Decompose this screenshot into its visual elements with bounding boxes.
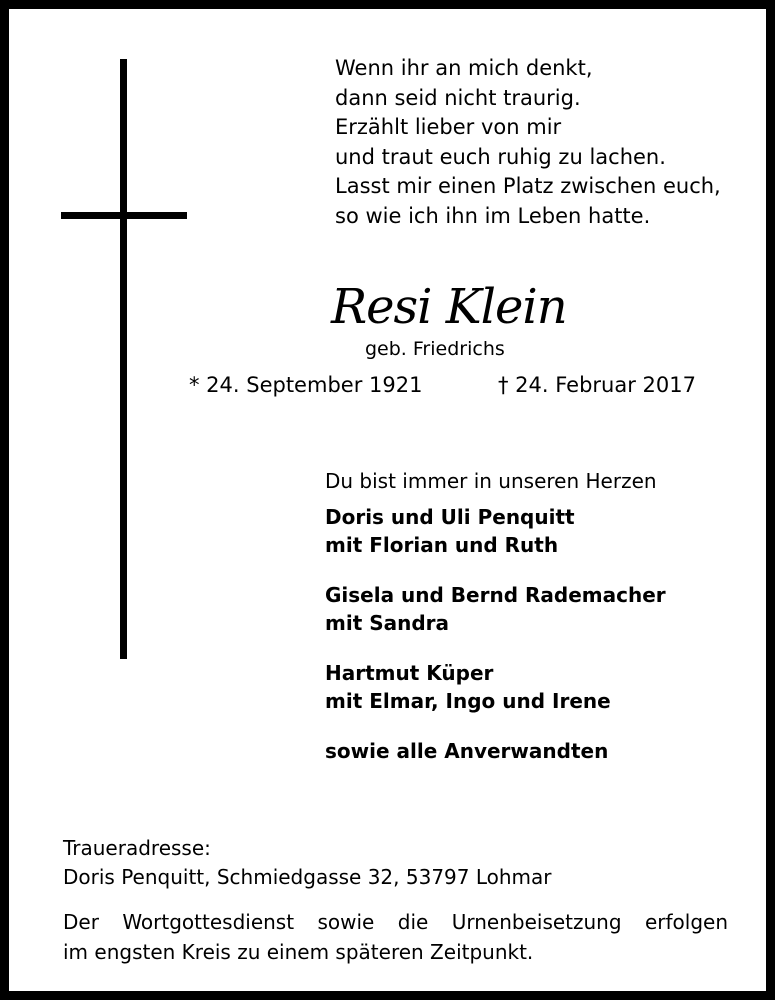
poem-line: Wenn ihr an mich denkt,: [335, 56, 593, 80]
poem-line: dann seid nicht traurig.: [335, 85, 581, 110]
cross-icon-bar: [61, 212, 187, 219]
birth-date: * 24. September 1921: [189, 373, 423, 397]
cross-icon: [120, 59, 127, 659]
dedication: Du bist immer in unseren Herzen: [325, 469, 657, 493]
death-date: † 24. Februar 2017: [498, 373, 696, 397]
deceased-name: Resi Klein: [331, 279, 567, 335]
mourner-line: sowie alle Anverwandten: [325, 739, 609, 763]
mourner-group: [325, 659, 666, 715]
mourners-list: [325, 503, 666, 787]
poem-line: Erzählt lieber von mir: [335, 115, 562, 139]
poem-line: so wie ich ihn im Leben hatte.: [335, 203, 651, 228]
mourner-line: Doris und Uli Penquitt: [325, 505, 575, 529]
address-label: Traueradresse:: [63, 836, 211, 860]
poem-line: Lasst mir einen Platz zwischen euch,: [335, 174, 721, 198]
mourner-line: mit Elmar, Ingo und Irene: [325, 689, 611, 713]
mourner-line: mit Florian und Ruth: [325, 533, 559, 557]
service-notice: [63, 907, 728, 967]
notice-line: Der Wortgottesdienst sowie die Urnenbeisetzung erfolgen: [63, 910, 728, 934]
notice-line: im engsten Kreis zu einem späteren Zeitpunkt.: [63, 940, 534, 964]
mourner-line: Hartmut Küper: [325, 661, 494, 685]
mourning-address: [63, 834, 552, 892]
address-line: Doris Penquitt, Schmiedgasse 32, 53797 Lohmar: [63, 865, 552, 889]
mourner-line: Gisela und Bernd Rademacher: [325, 583, 666, 607]
mourner-group: [325, 737, 666, 765]
mourner-group: [325, 581, 666, 637]
poem-line: und traut euch ruhig zu lachen.: [335, 144, 666, 169]
mourner-line: mit Sandra: [325, 611, 450, 635]
mourner-group: [325, 503, 666, 559]
poem: [335, 54, 721, 231]
birth-name: geb. Friedrichs: [365, 338, 505, 360]
